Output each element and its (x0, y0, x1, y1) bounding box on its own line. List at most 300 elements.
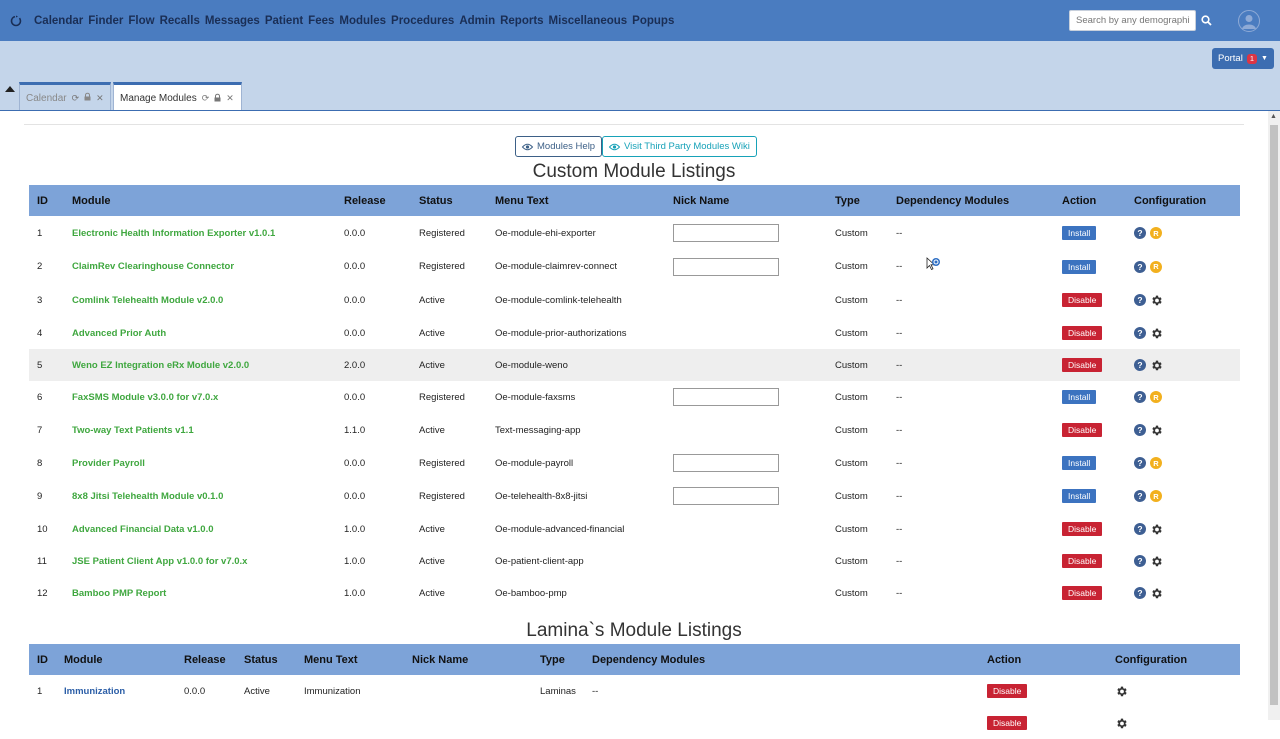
cell-nick-name (673, 413, 835, 447)
cell-nick-name (412, 675, 540, 707)
module-name-link[interactable]: Comlink Telehealth Module v2.0.0 (72, 294, 224, 306)
top-navbar (0, 0, 1280, 41)
menu-item-reports[interactable]: Reports (500, 14, 544, 27)
cell-dependency (896, 317, 1062, 349)
cell-nick-name (412, 707, 540, 739)
menu-text-value: Oe-module-payroll (495, 457, 574, 469)
gear-icon[interactable] (1150, 327, 1163, 340)
cell-module (72, 447, 344, 479)
register-icon[interactable]: R (1150, 490, 1162, 502)
table-row (29, 707, 1240, 739)
type-value: Custom (835, 424, 868, 436)
cell-id (29, 283, 72, 317)
row-id: 10 (37, 523, 48, 535)
menu-text-value: Text-messaging-app (495, 424, 581, 436)
menu-item-messages[interactable]: Messages (204, 14, 260, 27)
help-icon[interactable]: ? (1134, 327, 1146, 339)
module-name-link[interactable]: Provider Payroll (72, 457, 145, 469)
dependency-value: -- (896, 227, 903, 239)
cell-menu-text (495, 250, 673, 283)
cell-configuration (1134, 513, 1240, 545)
cell-configuration (1134, 317, 1240, 349)
help-icon[interactable]: ? (1134, 359, 1146, 371)
row-id: 5 (37, 359, 43, 371)
col-action: Action (987, 653, 1022, 666)
cell-id (29, 317, 72, 349)
help-icon[interactable]: ? (1134, 261, 1146, 273)
cell-release (344, 513, 419, 545)
release-value: 1.0.0 (344, 523, 366, 535)
register-icon[interactable]: R (1150, 457, 1162, 469)
release-value: 2.0.0 (344, 359, 366, 371)
cell-release (344, 413, 419, 447)
menu-item-calendar[interactable]: Calendar (34, 14, 84, 27)
refresh-icon[interactable]: ⟳ (201, 93, 210, 103)
cell-menu-text (495, 349, 673, 381)
cell-action (1062, 216, 1134, 250)
cell-dependency (592, 707, 987, 739)
menu-item-procedures[interactable]: Procedures (391, 14, 455, 27)
help-icon[interactable]: ? (1134, 294, 1146, 306)
cell-type (835, 545, 896, 577)
menu-text-value: Oe-module-weno (495, 359, 568, 371)
cell-configuration (1134, 447, 1240, 479)
disable-button[interactable]: Disable (1062, 586, 1102, 600)
cell-configuration (1134, 545, 1240, 577)
main-content (0, 111, 1268, 728)
cell-menu-text (495, 479, 673, 513)
nick-name-input[interactable] (673, 224, 779, 242)
menu-item-recalls[interactable]: Recalls (159, 14, 200, 27)
module-name-link[interactable]: Advanced Financial Data v1.0.0 (72, 523, 214, 535)
custom-listings-title: Custom Module Listings (532, 161, 736, 182)
cell-configuration (1134, 349, 1240, 381)
cell-nick-name (673, 283, 835, 317)
disable-button[interactable]: Disable (1062, 522, 1102, 536)
dependency-value: -- (896, 261, 903, 272)
col-release: Release (344, 194, 386, 207)
install-button[interactable]: Install (1062, 260, 1096, 274)
col-action: Action (1062, 194, 1097, 207)
cell-module (72, 577, 344, 609)
cell-menu-text (304, 675, 412, 707)
col-module: Module (64, 653, 103, 666)
cell-type (835, 513, 896, 545)
eye-icon (609, 143, 620, 151)
disable-button[interactable]: Disable (1062, 554, 1102, 568)
module-name-link[interactable]: 8x8 Jitsi Telehealth Module v0.1.0 (72, 490, 224, 502)
col-status: Status (244, 653, 278, 666)
table-row (29, 250, 1240, 283)
help-icon[interactable]: ? (1134, 587, 1146, 599)
cell-type (835, 577, 896, 609)
cell-release (344, 479, 419, 513)
menu-text-value: Oe-module-prior-authorizations (495, 327, 627, 339)
disable-button[interactable]: Disable (1062, 293, 1102, 307)
cell-configuration (1134, 413, 1240, 447)
menu-item-finder[interactable]: Finder (88, 14, 124, 27)
cell-status (419, 317, 495, 349)
table-row (29, 283, 1240, 317)
tab-label: Calendar (26, 92, 67, 104)
cell-action (1062, 349, 1134, 381)
release-value: 1.1.0 (344, 424, 366, 436)
cell-release (344, 447, 419, 479)
module-name-link[interactable]: FaxSMS Module v3.0.0 for v7.0.x (72, 391, 219, 403)
status-value: Active (419, 359, 445, 371)
cell-status (419, 545, 495, 577)
module-name-link[interactable]: Electronic Health Information Exporter v1.0.1 (72, 227, 276, 239)
help-icon[interactable]: ? (1134, 555, 1146, 567)
cell-dependency (896, 216, 1062, 250)
cell-nick-name (673, 250, 835, 283)
cell-dependency (896, 447, 1062, 479)
cell-module (72, 513, 344, 545)
gear-icon[interactable] (1150, 523, 1163, 536)
cell-module (72, 413, 344, 447)
dependency-value: -- (896, 359, 903, 371)
cell-nick-name (673, 216, 835, 250)
dependency-value: -- (896, 327, 903, 339)
dependency-value: -- (896, 457, 903, 469)
cell-configuration (1134, 479, 1240, 513)
row-id: 12 (37, 587, 48, 599)
module-name-link[interactable]: Advanced Prior Auth (72, 327, 167, 339)
custom-modules-table (29, 185, 1240, 609)
scroll-thumb[interactable] (1270, 125, 1278, 705)
cell-release (344, 381, 419, 413)
module-name-link[interactable]: ClaimRev Clearinghouse Connector (72, 261, 235, 272)
cell-action (1062, 283, 1134, 317)
cell-type (835, 349, 896, 381)
release-value: 0.0.0 (344, 327, 366, 339)
divider (24, 124, 1244, 125)
cell-status (419, 283, 495, 317)
status-value: Active (419, 587, 445, 599)
cell-type (835, 250, 896, 283)
cell-action (987, 707, 1115, 739)
cell-action (1062, 413, 1134, 447)
col-menu-text: Menu Text (304, 653, 358, 666)
cell-menu-text (495, 545, 673, 577)
install-button[interactable]: Install (1062, 226, 1096, 240)
vertical-scrollbar[interactable] (1268, 111, 1280, 720)
portal-button[interactable] (1212, 48, 1274, 69)
user-avatar-icon[interactable] (1238, 10, 1260, 32)
caret-down-icon: ▼ (1261, 55, 1268, 62)
menu-item-admin[interactable]: Admin (459, 14, 496, 27)
search-icon[interactable] (1197, 10, 1215, 31)
cell-dependency (896, 577, 1062, 609)
cell-type (540, 675, 592, 707)
module-name-link[interactable]: Weno EZ Integration eRx Module v2.0.0 (72, 359, 250, 371)
cell-release (344, 349, 419, 381)
menu-item-popups[interactable]: Popups (632, 14, 675, 27)
menu-text-value: Oe-patient-client-app (495, 555, 584, 567)
cell-configuration (1115, 675, 1240, 707)
cell-menu-text (495, 577, 673, 609)
cell-release (344, 250, 419, 283)
cell-configuration (1115, 707, 1240, 739)
cell-status (419, 349, 495, 381)
cell-nick-name (673, 513, 835, 545)
third-party-wiki-button[interactable] (602, 136, 757, 157)
cell-id (29, 381, 72, 413)
dependency-value: -- (896, 490, 903, 502)
gear-icon[interactable] (1115, 717, 1128, 730)
install-button[interactable]: Install (1062, 390, 1096, 404)
row-id: 9 (37, 490, 43, 502)
register-icon[interactable]: R (1150, 261, 1162, 273)
refresh-icon[interactable]: ⟳ (71, 92, 80, 103)
search-input[interactable] (1069, 10, 1196, 31)
release-value: 0.0.0 (344, 490, 366, 502)
release-value: 1.0.0 (344, 555, 366, 567)
cell-dependency (592, 675, 987, 707)
module-name-link[interactable]: JSE Patient Client App v1.0.0 for v7.0.x (72, 555, 248, 567)
release-value: 0.0.0 (344, 227, 366, 239)
table-row (29, 216, 1240, 250)
cell-status (244, 675, 304, 707)
dependency-value: -- (896, 555, 903, 567)
row-id: 8 (37, 457, 43, 469)
row-id: 3 (37, 294, 43, 306)
cell-dependency (896, 513, 1062, 545)
status-value: Registered (419, 490, 465, 502)
cell-status (419, 479, 495, 513)
cell-nick-name (673, 447, 835, 479)
type-value: Custom (835, 391, 868, 403)
col-release: Release (184, 653, 226, 666)
cell-type (835, 216, 896, 250)
status-value: Active (244, 685, 270, 697)
module-name-link[interactable]: Two-way Text Patients v1.1 (72, 424, 194, 436)
cell-status (419, 216, 495, 250)
help-icon[interactable]: ? (1134, 523, 1146, 535)
table-row (29, 447, 1240, 479)
gear-icon[interactable] (1150, 294, 1163, 307)
laminas-modules-table (29, 644, 1240, 739)
scroll-up-icon[interactable]: ▲ (1270, 113, 1277, 120)
cell-release (344, 283, 419, 317)
cell-type (835, 479, 896, 513)
type-value: Custom (835, 457, 868, 469)
cell-action (987, 675, 1115, 707)
cell-release (344, 216, 419, 250)
menu-text-value: Oe-telehealth-8x8-jitsi (495, 490, 588, 502)
disable-button[interactable]: Disable (1062, 358, 1102, 372)
release-value: 0.0.0 (344, 261, 366, 272)
dependency-value: -- (896, 391, 903, 403)
row-id: 11 (37, 555, 47, 567)
cell-id (29, 349, 72, 381)
modules-help-button[interactable] (515, 136, 602, 157)
cell-id (29, 479, 72, 513)
col-dependency: Dependency Modules (592, 653, 706, 666)
cell-release (184, 707, 244, 739)
gear-icon[interactable] (1150, 424, 1163, 437)
type-value: Custom (835, 490, 868, 502)
table-header-row (29, 185, 1240, 216)
disable-button[interactable]: Disable (987, 684, 1027, 698)
cell-type (835, 283, 896, 317)
cell-release (344, 545, 419, 577)
type-value: Custom (835, 523, 868, 535)
menu-item-patient[interactable]: Patient (264, 14, 304, 27)
gear-icon[interactable] (1150, 587, 1163, 600)
tab-label: Manage Modules (120, 93, 197, 104)
register-icon[interactable]: R (1150, 227, 1162, 239)
cell-module (72, 216, 344, 250)
col-nick-name: Nick Name (412, 653, 469, 666)
table-row (29, 381, 1240, 413)
help-icon[interactable]: ? (1134, 227, 1146, 239)
type-value: Custom (835, 359, 868, 371)
disable-button[interactable]: Disable (1062, 326, 1102, 340)
cell-id (29, 413, 72, 447)
menu-text-value: Oe-module-faxsms (495, 391, 576, 403)
install-button[interactable]: Install (1062, 456, 1096, 470)
cell-action (1062, 577, 1134, 609)
col-module: Module (72, 194, 111, 207)
cell-type (835, 381, 896, 413)
lock-icon[interactable] (214, 94, 221, 104)
button-label: Modules Help (537, 141, 596, 152)
button-label: Visit Third Party Modules Wiki (624, 141, 750, 152)
status-value: Registered (419, 457, 465, 469)
col-configuration: Configuration (1115, 653, 1188, 666)
table-row (29, 317, 1240, 349)
tab-manage-modules[interactable] (113, 82, 242, 112)
cell-nick-name (673, 381, 835, 413)
cell-id (29, 513, 72, 545)
status-value: Active (419, 424, 445, 436)
cell-module (72, 479, 344, 513)
gear-icon[interactable] (1150, 359, 1163, 372)
close-icon[interactable]: ✕ (96, 92, 104, 103)
nick-name-input[interactable] (673, 454, 779, 472)
cell-action (1062, 250, 1134, 283)
cell-menu-text (304, 707, 412, 739)
menu-item-fees[interactable]: Fees (308, 14, 335, 27)
collapse-icon[interactable] (5, 86, 15, 92)
menu-text-value: Oe-module-ehi-exporter (495, 227, 596, 239)
col-id: ID (37, 653, 48, 666)
app-logo-icon[interactable] (0, 0, 32, 41)
portal-badge: 1 (1247, 54, 1257, 64)
menu-item-flow[interactable]: Flow (128, 14, 155, 27)
cell-module (72, 283, 344, 317)
cell-action (1062, 447, 1134, 479)
cell-dependency (896, 250, 1062, 283)
cell-status (419, 250, 495, 283)
cell-module (72, 349, 344, 381)
type-value: Laminas (540, 685, 576, 697)
dependency-value: -- (592, 685, 599, 697)
type-value: Custom (835, 327, 868, 339)
lock-icon[interactable] (84, 93, 91, 103)
disable-button[interactable]: Disable (1062, 423, 1102, 437)
type-value: Custom (835, 555, 868, 567)
cell-id (29, 447, 72, 479)
cell-menu-text (495, 513, 673, 545)
gear-icon[interactable] (1115, 685, 1128, 698)
cell-nick-name (673, 545, 835, 577)
dependency-value: -- (896, 294, 903, 306)
cell-module (72, 250, 344, 283)
cell-configuration (1134, 283, 1240, 317)
cell-menu-text (495, 413, 673, 447)
disable-button[interactable]: Disable (987, 716, 1027, 730)
menu-item-modules[interactable]: Modules (339, 14, 387, 27)
register-icon[interactable]: R (1150, 391, 1162, 403)
cell-id (29, 545, 72, 577)
dependency-value: -- (896, 587, 903, 599)
cell-dependency (896, 413, 1062, 447)
help-icon[interactable]: ? (1134, 391, 1146, 403)
release-value: 1.0.0 (344, 587, 366, 599)
gear-icon[interactable] (1150, 555, 1163, 568)
cell-id (29, 707, 64, 739)
menu-text-value: Oe-module-advanced-financial (495, 523, 625, 535)
table-row (29, 675, 1240, 707)
module-name-link[interactable]: Immunization (64, 685, 126, 697)
col-nick-name: Nick Name (673, 194, 730, 207)
row-id: 6 (37, 391, 43, 403)
main-menu (34, 15, 679, 27)
cell-type (835, 447, 896, 479)
cell-action (1062, 545, 1134, 577)
status-value: Registered (419, 391, 465, 403)
col-configuration: Configuration (1134, 194, 1207, 207)
cell-dependency (896, 349, 1062, 381)
menu-item-miscellaneous[interactable]: Miscellaneous (548, 14, 628, 27)
col-type: Type (540, 653, 565, 666)
nick-name-input[interactable] (673, 258, 779, 276)
menu-text-value: Oe-module-claimrev-connect (495, 261, 617, 272)
menu-text-value: Oe-module-comlink-telehealth (495, 294, 622, 306)
dependency-value: -- (896, 523, 903, 535)
help-icon[interactable]: ? (1134, 424, 1146, 436)
close-icon[interactable]: ✕ (226, 93, 234, 103)
help-icon[interactable]: ? (1134, 490, 1146, 502)
portal-label: Portal (1218, 53, 1243, 64)
nick-name-input[interactable] (673, 388, 779, 406)
cell-action (1062, 513, 1134, 545)
status-value: Registered (419, 227, 465, 239)
cell-id (29, 577, 72, 609)
status-value: Active (419, 327, 445, 339)
help-icon[interactable]: ? (1134, 457, 1146, 469)
tab-calendar[interactable] (19, 82, 111, 111)
cell-release (344, 577, 419, 609)
cell-dependency (896, 545, 1062, 577)
nick-name-input[interactable] (673, 487, 779, 505)
install-button[interactable]: Install (1062, 489, 1096, 503)
row-id: 1 (37, 685, 43, 697)
col-type: Type (835, 194, 860, 207)
module-name-link[interactable]: Bamboo PMP Report (72, 587, 167, 599)
cell-menu-text (495, 381, 673, 413)
menu-text-value: Oe-bamboo-pmp (495, 587, 567, 599)
release-value: 0.0.0 (184, 685, 206, 697)
row-id: 1 (37, 227, 43, 239)
release-value: 0.0.0 (344, 294, 366, 306)
table-row (29, 577, 1240, 609)
cell-status (244, 707, 304, 739)
col-id: ID (37, 194, 48, 207)
cell-nick-name (673, 577, 835, 609)
